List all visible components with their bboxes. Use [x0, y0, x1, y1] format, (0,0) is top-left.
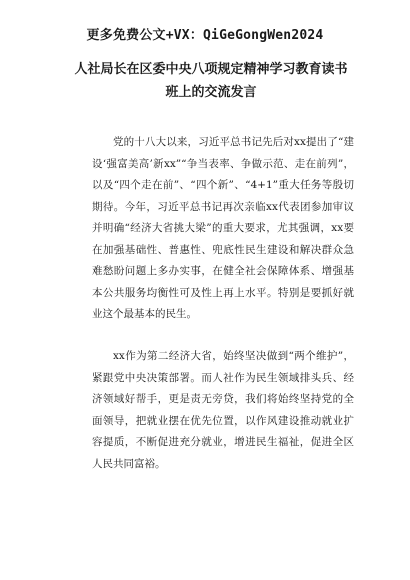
- promo-header: 更多免费公文+VX：QiGeGongWen2024: [86, 28, 324, 43]
- body-paragraph-2: xx作为第二经济大省，始终坚决做到“两个维护”，紧跟党中央决策部署。而人社作为民生领域排头兵、经济领域好帮手，更是责无旁贷，我们将始终坚持党的全面领导，把就业摆在优先位置，以作风建设推动就业扩容提质，不断促进充分就业，增进民生福祉，促进全区人民共同富裕。: [92, 350, 354, 470]
- document-title: 人社局长在区委中央八项规定精神学习教育读书班上的交流发言: [74, 62, 348, 100]
- body-paragraph-1: 党的十八大以来，习近平总书记先后对xx提出了“建设‘强富美高’新xx”“争当表率、争做示范、走在前列”，以及“四个走在前”、“四个新”、“4+1”重大任务等殷切期待。今年，习近平总书记再次亲临xx代表团参加审议并明确“经济大省挑大梁”的重大要求，尤其强调，xx要在加强基础性、普惠性、兜底性民生建设和解决群众急难愁盼问题上多办实事，在健全社会保障体系、增强基本公共服务均衡性可及性上再上水平。特别是要抓好就业这个最基本的民生。: [92, 136, 354, 320]
